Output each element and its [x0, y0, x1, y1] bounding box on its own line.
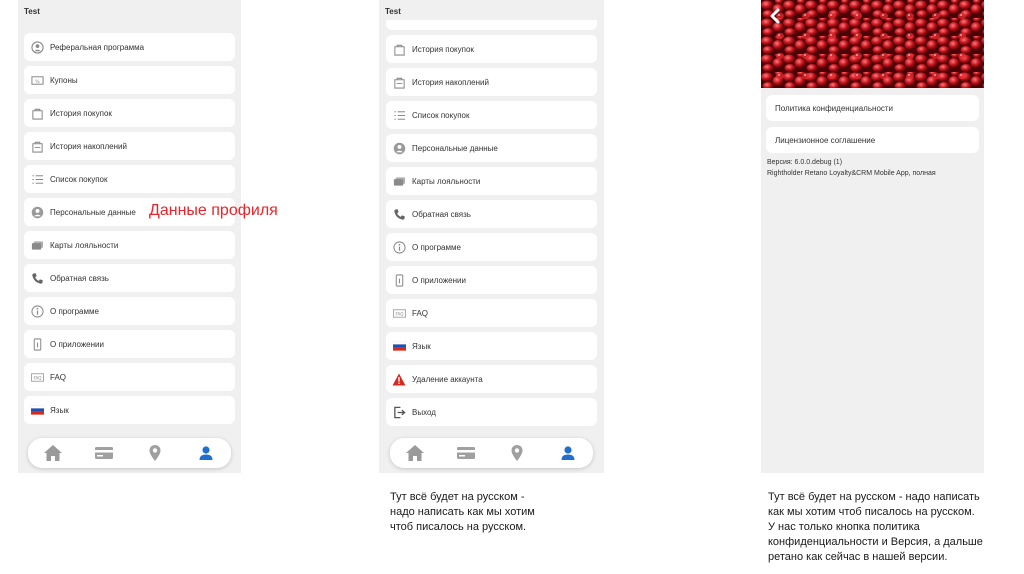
- menu-item-label: История покупок: [50, 108, 112, 118]
- home-icon[interactable]: [402, 442, 428, 464]
- profile-icon[interactable]: [555, 442, 581, 464]
- savings-history-icon: [30, 139, 44, 153]
- menu-item-label: Купоны: [50, 75, 78, 85]
- menu-item-delete-account[interactable]: [386, 365, 597, 393]
- location-icon[interactable]: [504, 442, 530, 464]
- menu-item-label: О программе: [50, 306, 99, 316]
- menu-item-purchase-history[interactable]: [386, 35, 597, 63]
- license-agreement-item[interactable]: Лицензионное соглашение: [766, 127, 979, 153]
- card-icon[interactable]: [91, 442, 117, 464]
- privacy-policy-item[interactable]: Политика конфиденциальности: [766, 95, 979, 121]
- bottom-tab-bar: [390, 438, 593, 468]
- menu-item-savings-history[interactable]: [24, 132, 235, 160]
- info-icon: [392, 240, 406, 254]
- home-icon[interactable]: [40, 442, 66, 464]
- logout-icon: [392, 405, 406, 419]
- note-line: как мы хотим чтоб писалось на русском.: [768, 506, 975, 518]
- menu-item-label: Реферальная программа: [50, 42, 145, 52]
- app-info-icon: [30, 337, 44, 351]
- note-line: ретано как сейчас в нашей версии.: [768, 551, 948, 563]
- menu-item-language[interactable]: [24, 396, 235, 424]
- bottom-tab-bar: [28, 438, 231, 468]
- menu-item-label: Обратная связь: [412, 209, 471, 219]
- svg-text:FAQ: FAQ: [394, 310, 404, 316]
- menu-item-label: Обратная связь: [50, 273, 109, 283]
- menu-item-faq[interactable]: [24, 363, 235, 391]
- menu-item-label: Список покупок: [50, 174, 108, 184]
- svg-text:FAQ: FAQ: [32, 374, 42, 380]
- flag-ru-icon: [392, 339, 406, 353]
- app-info-icon: [392, 273, 406, 287]
- menu-item-feedback[interactable]: [386, 200, 597, 228]
- menu-list-scrolled: [386, 20, 597, 431]
- profile-icon[interactable]: [193, 442, 219, 464]
- menu-item-label: Список покупок: [412, 110, 470, 120]
- flag-ru-icon: [30, 403, 44, 417]
- referral-icon: [30, 40, 44, 54]
- menu-item-label: Карты лояльности: [50, 240, 119, 250]
- profile-data-callout: Данные профиля: [149, 202, 278, 219]
- coupon-icon: [30, 73, 44, 87]
- note-screen2: [390, 490, 535, 535]
- menu-item-label: Выход: [412, 407, 436, 417]
- menu-item-label: Удаление аккаунта: [412, 374, 483, 384]
- cards-icon: [392, 174, 406, 188]
- app-title: Test: [24, 7, 40, 16]
- menu-item-label: О программе: [412, 242, 461, 252]
- back-arrow-icon[interactable]: [768, 7, 786, 25]
- menu-item-savings-history[interactable]: [386, 68, 597, 96]
- menu-item-label: Персональные данные: [412, 143, 498, 153]
- menu-item-label: История накоплений: [412, 77, 489, 87]
- menu-item-personal-data[interactable]: [386, 134, 597, 162]
- location-icon[interactable]: [142, 442, 168, 464]
- menu-item-about-program[interactable]: [24, 297, 235, 325]
- menu-item-loyalty-cards[interactable]: [24, 231, 235, 259]
- menu-item-coupons[interactable]: [24, 66, 235, 94]
- menu-item-label: Язык: [412, 341, 431, 351]
- note-line: Тут всё будет на русском - надо написать: [768, 491, 980, 503]
- menu-item-label: История покупок: [412, 44, 474, 54]
- note-line: надо написать как мы хотим: [390, 506, 535, 518]
- menu-item-faq[interactable]: [386, 299, 597, 327]
- menu-item-logout[interactable]: [386, 398, 597, 426]
- note-line: У нас только кнопка политика: [768, 521, 920, 533]
- warning-icon: [392, 372, 406, 386]
- menu-item-shopping-list[interactable]: [386, 101, 597, 129]
- menu-item-about-app[interactable]: [24, 330, 235, 358]
- menu-item-loyalty-cards[interactable]: [386, 167, 597, 195]
- profile-menu-list: [24, 33, 235, 429]
- note-line: Тут всё будет на русском -: [390, 491, 525, 503]
- menu-item-label: Персональные данные: [50, 207, 136, 217]
- phone-icon: [392, 207, 406, 221]
- faq-icon: [30, 370, 44, 384]
- cards-icon: [30, 238, 44, 252]
- app-title: Test: [385, 7, 401, 16]
- svg-text:%: %: [34, 79, 40, 85]
- menu-item-label: О приложении: [412, 275, 466, 285]
- menu-item-label: Язык: [50, 405, 69, 415]
- info-icon: [30, 304, 44, 318]
- note-line: чтоб писалось на русском.: [390, 521, 527, 533]
- shopping-list-icon: [30, 172, 44, 186]
- app-screen-about: [761, 0, 984, 473]
- purchase-history-icon: [30, 106, 44, 120]
- menu-item-label: FAQ: [412, 308, 429, 318]
- menu-item-label: Карты лояльности: [412, 176, 481, 186]
- app-screen-menu-scrolled: [379, 0, 604, 473]
- faq-icon: [392, 306, 406, 320]
- menu-item-label: О приложении: [50, 339, 104, 349]
- phone-icon: [30, 271, 44, 285]
- app-screen-profile-menu: [18, 0, 241, 473]
- menu-item-purchase-history[interactable]: [24, 99, 235, 127]
- hero-image: [761, 0, 984, 88]
- rightholder-text: Rightholder Retano Loyalty&CRM Mobile App, полная: [767, 170, 936, 177]
- menu-item-referral[interactable]: [24, 33, 235, 61]
- menu-item-about-app[interactable]: [386, 266, 597, 294]
- card-icon[interactable]: [453, 442, 479, 464]
- note-screen3: [768, 490, 983, 565]
- menu-item-about-program[interactable]: [386, 233, 597, 261]
- menu-item-shopping-list[interactable]: [24, 165, 235, 193]
- menu-item-feedback[interactable]: [24, 264, 235, 292]
- savings-history-icon: [392, 75, 406, 89]
- version-text: Версия: 6.0.0.debug (1): [767, 159, 843, 166]
- purchase-history-icon: [392, 42, 406, 56]
- menu-item-label: История накоплений: [50, 141, 127, 151]
- user-icon: [30, 205, 44, 219]
- menu-item-label: FAQ: [50, 372, 67, 382]
- partial-item: [386, 20, 597, 30]
- shopping-list-icon: [392, 108, 406, 122]
- note-line: конфиденциальности и Версия, а дальше: [768, 536, 983, 548]
- menu-item-language[interactable]: [386, 332, 597, 360]
- user-icon: [392, 141, 406, 155]
